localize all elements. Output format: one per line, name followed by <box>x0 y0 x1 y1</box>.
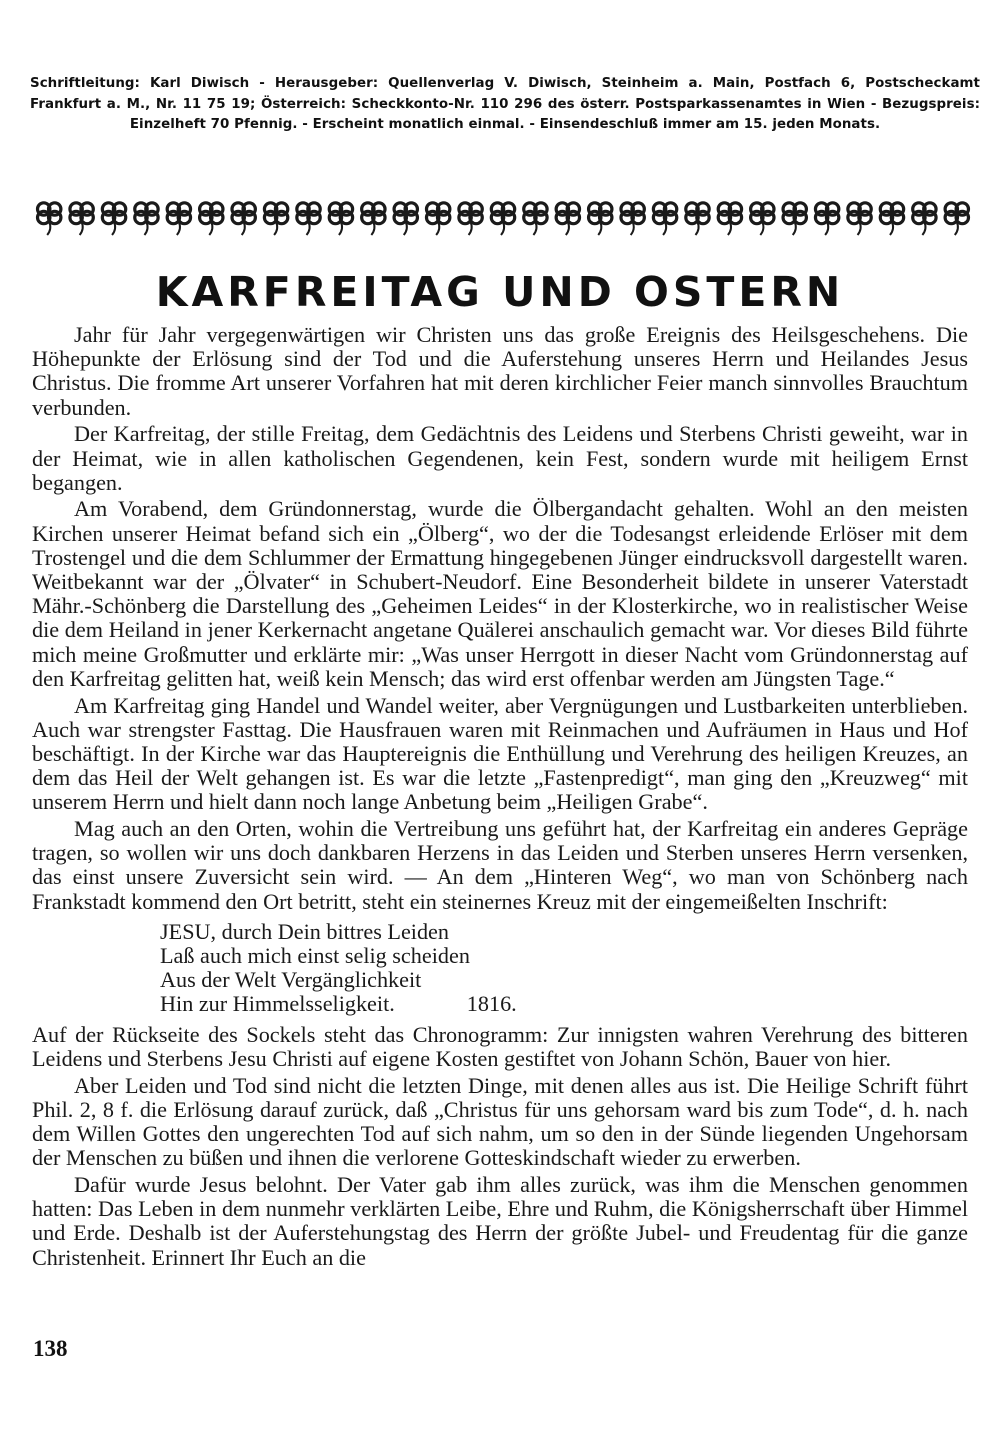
clover-ornament-icon <box>913 203 936 235</box>
clover-ornament-icon <box>556 203 579 235</box>
clover-ornament-icon <box>653 203 676 235</box>
inscription-year: 1816. <box>466 991 517 1017</box>
paragraph: Am Karfreitag ging Handel und Wandel weiter, aber Vergnügungen und Lustbarkeiten unterblieben. Auch war strengster Fasttag. Die Hausfrauen waren mit Reinmachen und Aufräumen in Haus und Hof beschäftigt. In der Kirche war das Hauptereignis die Enthüllung und Verehrung des heiligen Kreuzes, an dem das Heil der Welt gehangen ist. Es war die letzte „Fastenpredigt“, man ging den „Kreuzweg“ mit unserem Herrn und hielt dann noch lange Anbetung beim „Heiligen Grabe“. <box>32 692 968 815</box>
clover-ornament-icon <box>589 203 612 235</box>
paragraph: Auf der Rückseite des Sockels steht das Chronogramm: Zur innigsten wahren Verehrung des bitteren Leidens und Sterbens Jesu Christi auf eigene Kosten gestiftet von Johann Schön, Bauer von hier. <box>32 1021 968 1071</box>
verse-line: JESU, durch Dein bittres Leiden <box>160 918 449 944</box>
inscription-verse <box>160 920 968 1017</box>
article-title: KARFREITAG UND OSTERN <box>155 268 845 316</box>
paragraph: Der Karfreitag, der stille Freitag, dem Gedächtnis des Leidens und Sterbens Christi geweiht, war in der Heimat, wie in allen katholischen Gegendenen, kein Fest, sondern wurde mit heiligem Ernst begangen. <box>32 421 968 495</box>
clover-ornament-icon <box>297 203 320 235</box>
paragraph: Dafür wurde Jesus belohnt. Der Vater gab ihm alles zurück, was ihm die Menschen genommen hatten: Das Leben in dem nunmehr verklärten Leibe, Ehre und Ruhm, die Königsherrschaft über Himmel und Erde. Deshalb ist der Auferstehungstag des Herrn der größte Jubel- und Freudentag für die ganze Christenheit. Erinnert Ihr Euch an die <box>32 1171 968 1270</box>
clover-ornament-icon <box>135 203 158 235</box>
clover-ornament-icon <box>232 203 255 235</box>
clover-ornament-icon <box>38 203 61 235</box>
clover-ornament-icon <box>880 203 903 235</box>
clover-ornament-icon <box>394 203 417 235</box>
clover-ornament-icon <box>524 203 547 235</box>
clover-ornament-icon <box>945 203 968 235</box>
clover-ornament-icon <box>751 203 774 235</box>
clover-ornament-icon <box>686 203 709 235</box>
clover-ornament-icon <box>815 203 838 235</box>
verse-line: Aus der Welt Vergänglichkeit <box>160 967 422 993</box>
clover-ornament-icon <box>167 203 190 235</box>
verse-line-text: Hin zur Himmelsseligkeit. <box>160 991 395 1017</box>
page-number: 138 <box>33 1336 68 1361</box>
clover-ornament-icon <box>362 203 385 235</box>
clover-ornament-icon <box>621 203 644 235</box>
clover-ornament-icon <box>718 203 741 235</box>
verse-line <box>160 992 968 1016</box>
article-body <box>32 323 968 1272</box>
clover-ornament-icon <box>491 203 514 235</box>
clover-ornament-icon <box>783 203 806 235</box>
ornament-border <box>33 196 973 236</box>
verse-line: Laß auch mich einst selig scheiden <box>160 943 470 969</box>
clover-ornament-icon <box>329 203 352 235</box>
paragraph: Am Vorabend, dem Gründonnerstag, wurde die Ölbergandacht gehalten. Wohl an den meisten Kirchen unserer Heimat befand sich ein „Ölberg“, wo der die Todesangst erleidende Erlöser mit dem Trostengel und die dem Schlummer der Ermattung hingegebenen Jünger eindrucksvoll dargestellt waren. Weitbekannt war der „Ölvater“ in Schubert-Neudorf. Eine Besonderheit bildete in unserer Vaterstadt Mähr.-Schönberg die Darstellung des „Geheimen Leides“ in der Klosterkirche, wo in realistischer Weise die dem Heiland in jener Kerkernacht angetane Quälerei anschaulich gemacht war. Vor dieses Bild führte mich meine Großmutter und erklärte mir: „Was unser Herrgott in dieser Nacht vom Gründonnerstag auf den Karfreitag gelitten hat, weiß kein Mensch; das wird erst offenbar werden am Jüngsten Tage.“ <box>32 496 968 691</box>
paragraph: Jahr für Jahr vergegenwärtigen wir Christen uns das große Ereignis des Heilsgeschehens. Die Höhepunkte der Erlösung sind der Tod und die Auferstehung unseres Herrn und Heilandes Jesus Christus. Die fromme Art unserer Vorfahren hat mit deren kirchlicher Feier manch sinnvolles Brauchtum verbunden. <box>32 322 968 420</box>
clover-ornament-icon <box>200 203 223 235</box>
clover-ornament-icon <box>459 203 482 235</box>
paragraph: Aber Leiden und Tod sind nicht die letzten Dinge, mit denen alles aus ist. Die Heilige Schrift führt Phil. 2, 8 f. die Erlösung darauf zurück, daß „Christus für uns gehorsam ward bis zum Tode“, d. h. nach dem Willen Gottes den ungerechten Tod auf sich nahm, um so den in der Sünde liegenden Ungehorsam der Menschen zu büßen und ihnen die verlorene Gotteskindschaft wieder zu erwerben. <box>32 1072 968 1171</box>
clover-ornament-icon <box>264 203 287 235</box>
clover-ornament-icon <box>102 203 125 235</box>
paragraph: Mag auch an den Orten, wohin die Vertreibung uns geführt hat, der Karfreitag ein anderes Gepräge tragen, so wollen wir uns doch dankbaren Herzens in das Leiden und Sterben unseres Herrn versenken, das einst unsere Zuversicht sein wird. — An dem „Hinteren Weg“, wo man von Schönberg nach Frankstadt kommend den Ort betritt, steht ein steinernes Kreuz mit der eingemeißelten Inschrift: <box>32 816 968 914</box>
clover-ornament-icon <box>848 203 871 235</box>
clover-ornament-icon <box>70 203 93 235</box>
publisher-imprint: Schriftleitung: Karl Diwisch - Herausgeber: Quellenverlag V. Diwisch, Steinheim a. Main, Postfach 6, Postscheckamt Frankfurt a. M., Nr. 11 75 19; Österreich: Scheckkonto-Nr. 110 296 des österr. Postsparkassenamtes in Wien - Bezugspreis: Einzelheft 70 Pfennig. - Erscheint monatlich einmal. - Einsendeschluß immer am 15. jeden Monats. <box>30 76 980 132</box>
clover-ornament-icon <box>426 203 449 235</box>
